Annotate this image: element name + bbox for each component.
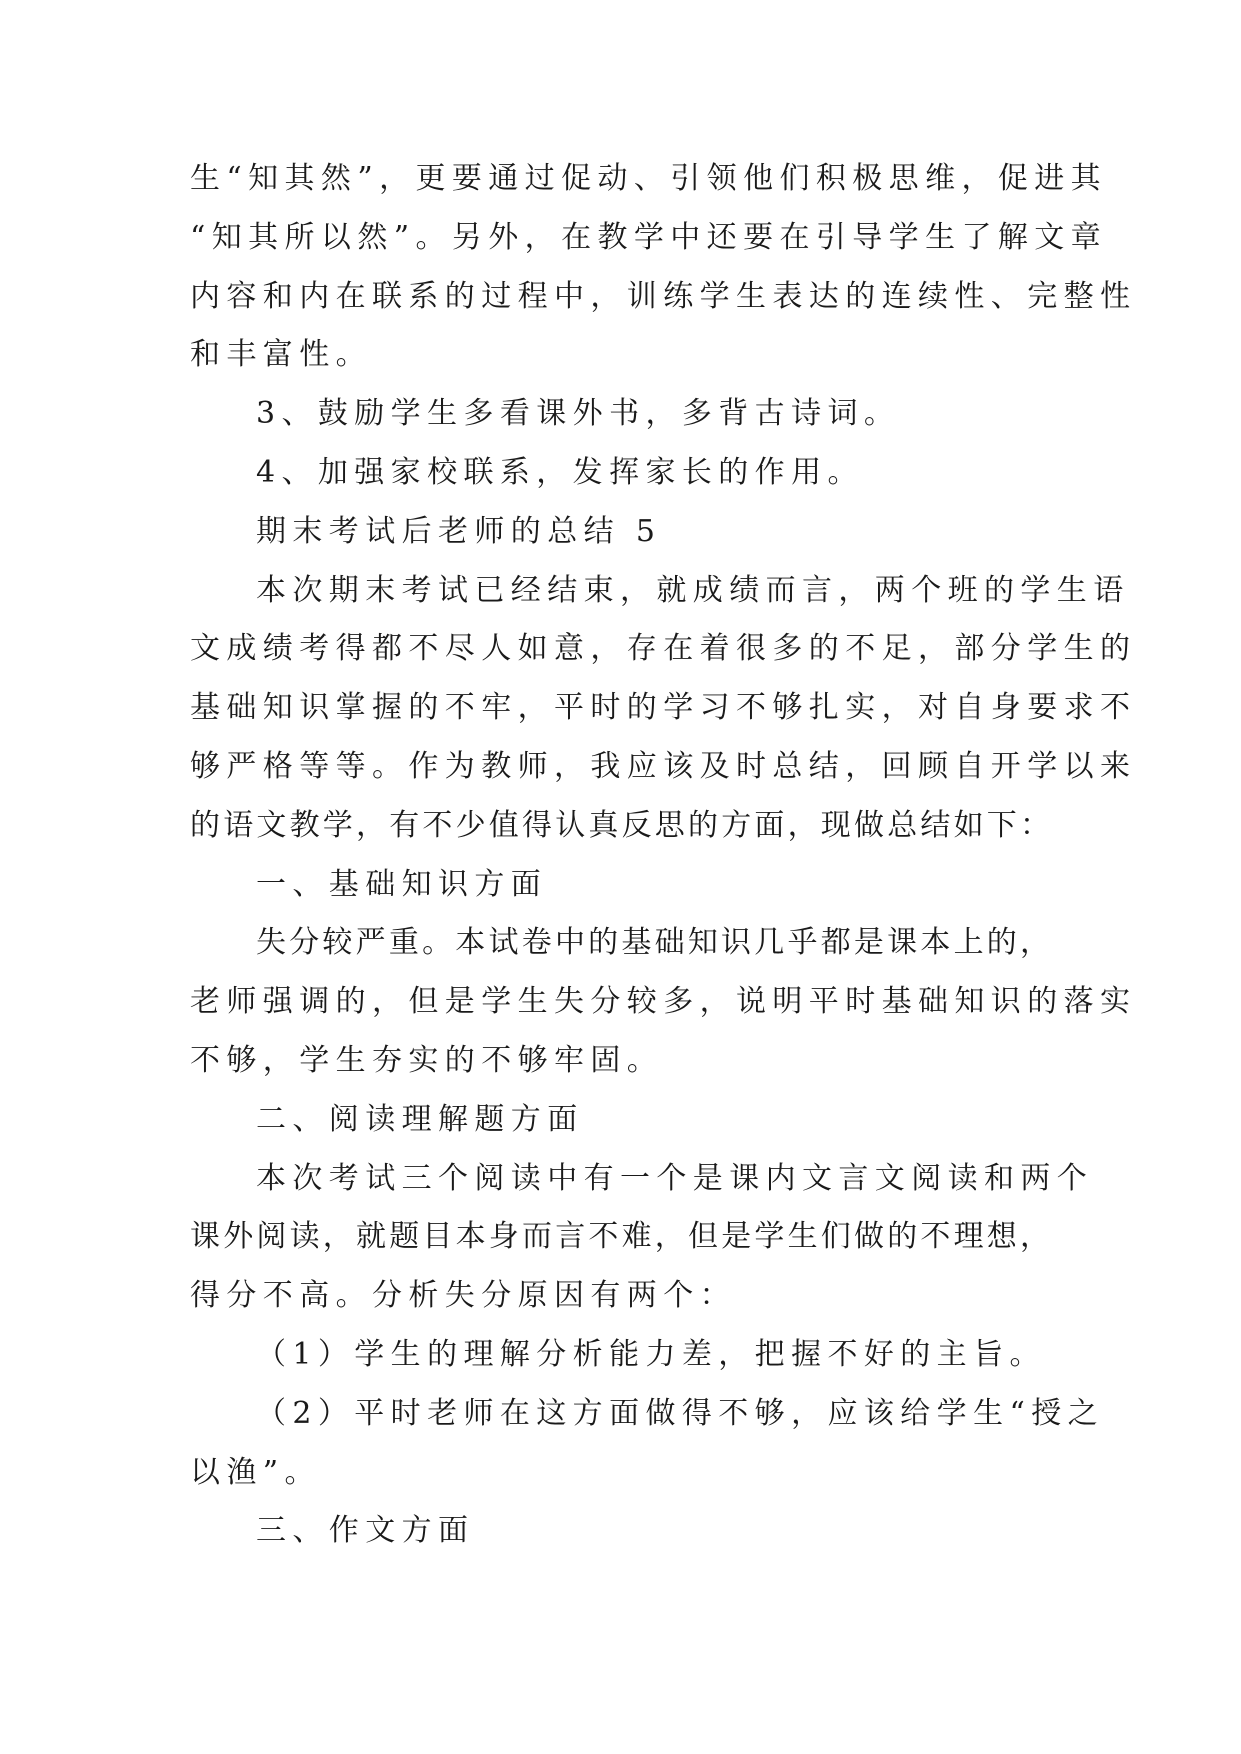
section-title: 期末考试后老师的总结 5: [256, 513, 662, 549]
paragraph-line: 和丰富性。: [190, 337, 372, 373]
paragraph-line: 失分较严重。本试卷中的基础知识几乎都是课本上的，: [256, 925, 1050, 961]
list-item: （2）平时老师在这方面做得不够，应该给学生“授之: [256, 1395, 1105, 1431]
list-item: （1）学生的理解分析能力差，把握不好的主旨。: [256, 1336, 1046, 1372]
paragraph-line: 得分不高。分析失分原因有两个：: [190, 1278, 736, 1314]
paragraph-line: 老师强调的，但是学生失分较多，说明平时基础知识的落实: [190, 984, 1137, 1020]
section-heading: 二、阅读理解题方面: [256, 1101, 584, 1137]
paragraph-line: 课外阅读，就题目本身而言不难，但是学生们做的不理想，: [190, 1219, 1050, 1255]
paragraph-line: 文成绩考得都不尽人如意，存在着很多的不足，部分学生的: [190, 631, 1137, 667]
paragraph-line: 不够，学生夯实的不够牢固。: [190, 1042, 664, 1078]
paragraph-line: “知其所以然”。另外，在教学中还要在引导学生了解文章: [190, 219, 1108, 255]
paragraph-line: 的语文教学，有不少值得认真反思的方面，现做总结如下：: [190, 807, 1050, 843]
paragraph-line: 以渔”。: [190, 1454, 321, 1490]
paragraph-line: 生“知其然”，更要通过促动、引领他们积极思维，促进其: [190, 161, 1108, 196]
paragraph-line: 够严格等等。作为教师，我应该及时总结，回顾自开学以来: [190, 748, 1137, 784]
section-heading: 三、作文方面: [256, 1513, 475, 1549]
paragraph-line: 内容和内在联系的过程中，训练学生表达的连续性、完整性: [190, 278, 1137, 314]
paragraph-line: 本次期末考试已经结束，就成绩而言，两个班的学生语: [256, 572, 1130, 608]
list-item: 3、鼓励学生多看课外书，多背古诗词。: [256, 396, 901, 432]
section-heading: 一、基础知识方面: [256, 866, 548, 902]
document-page: [190, 150, 1137, 1561]
paragraph-line: 本次考试三个阅读中有一个是课内文言文阅读和两个: [256, 1160, 1094, 1196]
paragraph-line: 基础知识掌握的不牢，平时的学习不够扎实，对自身要求不: [190, 690, 1137, 726]
list-item: 4、加强家校联系，发挥家长的作用。: [256, 454, 864, 490]
